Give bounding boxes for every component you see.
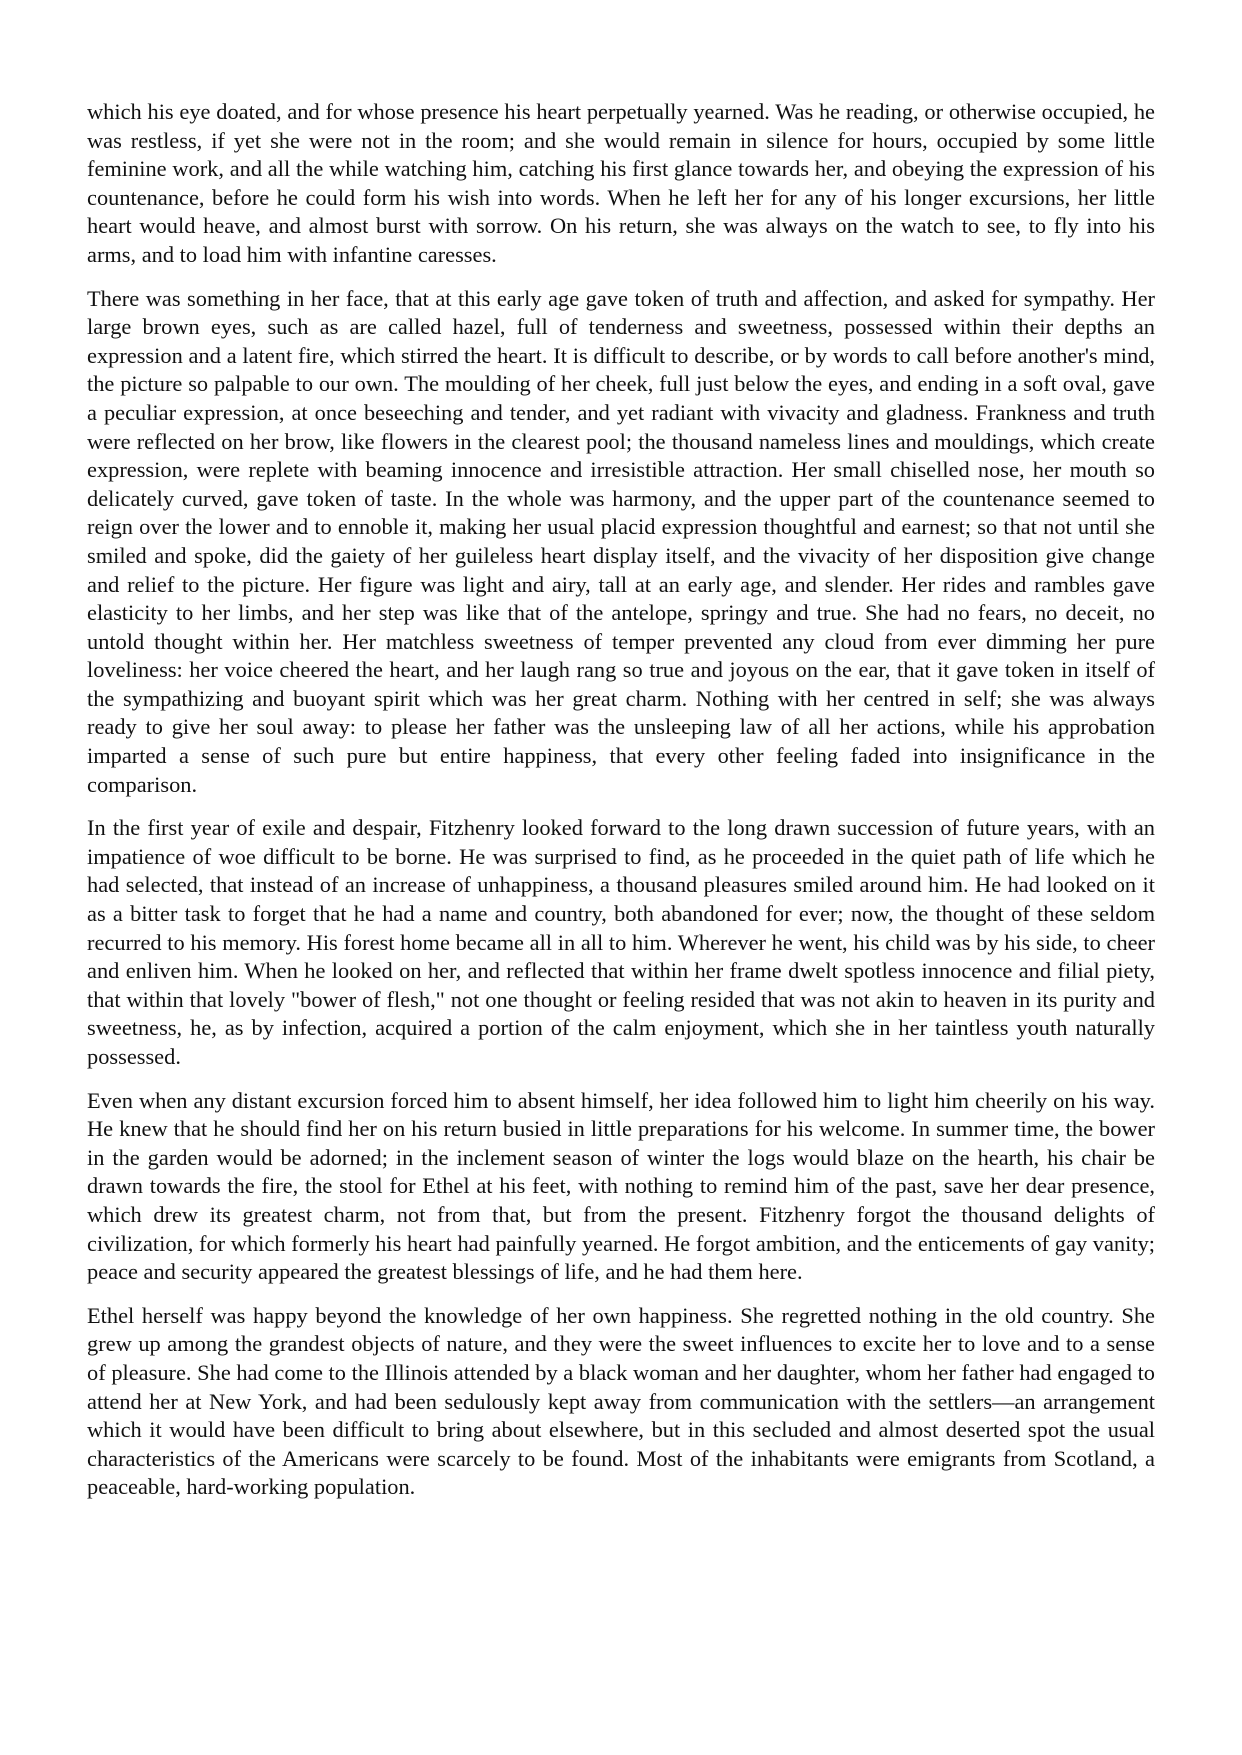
paragraph-4: Even when any distant excursion forced him to absent himself, her idea followed him to light him cheerily on his way. He knew that he should find her on his return busied in little preparations for his welcome. In summer time, the bower in the garden would be adorned; in the inclement season of winter the logs would blaze on the hearth, his chair be drawn towards the fire, the stool for Ethel at his feet, with nothing to remind him of the past, save her dear presence, which drew its greatest charm, not from that, but from the present. Fitzhenry forgot the thousand delights of civilization, for which formerly his heart had painfully yearned. He forgot ambition, and the enticements of gay vanity; peace and security appeared the greatest blessings of life, and he had them here.	[87, 1087, 1155, 1285]
paragraph-2: There was something in her face, that at this early age gave token of truth and affection, and asked for sympathy. Her large brown eyes, such as are called hazel, full of tenderness and sweetness, possessed within their depths an expression and a latent fire, which stirred the heart. It is difficult to describe, or by words to call before another's mind, the picture so palpable to our own. The moulding of her cheek, full just below the eyes, and ending in a soft oval, gave a peculiar expression, at once beseeching and tender, and yet radiant with vivacity and gladness. Frankness and truth were reflected on her brow, like flowers in the clearest pool; the thousand nameless lines and mouldings, which create expression, were replete with beaming innocence and irresistible attraction. Her small chiselled nose, her mouth so delicately curved, gave token of taste. In the whole was harmony, and the upper part of the countenance seemed to reign over the lower and to ennoble it, making her usual placid expression thoughtful and earnest; so that not until she smiled and spoke, did the gaiety of her guileless heart display itself, and the vivacity of her disposition give change and relief to the picture. Her figure was light and airy, tall at an early age, and slender. Her rides and rambles gave elasticity to her limbs, and her step was like that of the antelope, springy and true. She had no fears, no deceit, no untold thought within her. Her matchless sweetness of temper prevented any cloud from ever dimming her pure loveliness: her voice cheered the heart, and her laugh rang so true and joyous on the ear, that it gave token in itself of the sympathizing and buoyant spirit which was her great charm. Nothing with her centred in self; she was always ready to give her soul away: to please her father was the unsleeping law of all her actions, while his approbation imparted a sense of such pure but entire happiness, that every other feeling faded into insignificance in the comparison.	[87, 285, 1155, 797]
paragraph-5: Ethel herself was happy beyond the knowledge of her own happiness. She regretted nothing in the old country. She grew up among the grandest objects of nature, and they were the sweet influences to excite her to love and to a sense of pleasure. She had come to the Illinois attended by a black woman and her daughter, whom her father had engaged to attend her at New York, and had been sedulously kept away from communication with the settlers—an arrangement which it would have been difficult to bring about elsewhere, but in this secluded and almost deserted spot the usual characteristics of the Americans were scarcely to be found. Most of the inhabitants were emigrants from Scotland, a peaceable, hard-working population.	[87, 1302, 1155, 1500]
paragraph-1: which his eye doated, and for whose presence his heart perpetually yearned. Was he reading, or otherwise occupied, he was restless, if yet she were not in the room; and she would remain in silence for hours, occupied by some little feminine work, and all the while watching him, catching his first glance towards her, and obeying the expression of his countenance, before he could form his wish into words. When he left her for any of his longer excursions, her little heart would heave, and almost burst with sorrow. On his return, she was always on the watch to see, to fly into his arms, and to load him with infantine caresses.	[87, 99, 1155, 267]
document-page	[87, 98, 1155, 1517]
paragraph-3: In the first year of exile and despair, Fitzhenry looked forward to the long drawn succession of future years, with an impatience of woe difficult to be borne. He was surprised to find, as he proceeded in the quiet path of life which he had selected, that instead of an increase of unhappiness, a thousand pleasures smiled around him. He had looked on it as a bitter task to forget that he had a name and country, both abandoned for ever; now, the thought of these seldom recurred to his memory. His forest home became all in all to him. Wherever he went, his child was by his side, to cheer and enliven him. When he looked on her, and reflected that within her frame dwelt spotless innocence and filial piety, that within that lovely "bower of flesh," not one thought or feeling resided that was not akin to heaven in its purity and sweetness, he, as by infection, acquired a portion of the calm enjoyment, which she in her taintless youth naturally possessed.	[87, 815, 1155, 1069]
